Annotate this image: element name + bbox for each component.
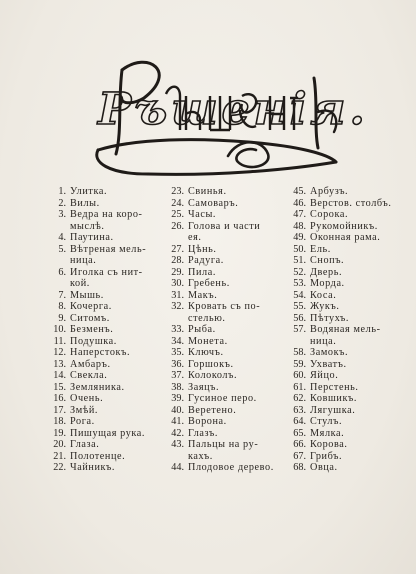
answer-item — [162, 324, 290, 336]
answer-item — [284, 232, 412, 244]
answer-number: 51. — [293, 255, 306, 266]
answer-number: 11. — [53, 335, 66, 347]
answer-text: Стулъ. — [310, 416, 343, 427]
answer-number: 53. — [293, 278, 306, 289]
answer-number: 7. — [58, 289, 66, 301]
answer-text: Ситомъ. — [70, 312, 110, 324]
answer-number: 16. — [53, 393, 66, 404]
answer-continuation — [284, 336, 412, 348]
answer-item — [284, 451, 412, 463]
answer-item — [284, 186, 412, 198]
answer-text: Гребень. — [188, 278, 230, 289]
answer-item — [44, 290, 164, 302]
answer-item — [44, 244, 164, 256]
answer-text: Жукъ. — [310, 301, 340, 312]
answer-number: 33. — [171, 324, 184, 335]
answer-number: 61. — [293, 381, 306, 393]
answer-number: 32. — [171, 301, 184, 312]
answer-text: Овца. — [310, 462, 338, 473]
answer-item — [284, 416, 412, 428]
answer-text: Мышь. — [70, 289, 104, 301]
answer-number: 66. — [293, 439, 306, 450]
answer-text: Свекла. — [70, 370, 108, 381]
answer-text: стелью. — [188, 312, 226, 324]
answer-text: Голова и части — [188, 220, 261, 232]
answer-item — [162, 359, 290, 371]
answer-item — [162, 416, 290, 428]
answer-item — [284, 393, 412, 405]
answer-number: 48. — [293, 220, 306, 232]
answer-text: Самоваръ. — [188, 197, 239, 209]
answer-number: 1. — [58, 186, 66, 197]
answer-item — [284, 255, 412, 267]
answer-text: Земляника. — [70, 381, 125, 393]
answer-number: 54. — [293, 289, 306, 301]
answer-text: Полотенце. — [70, 450, 126, 462]
answer-text: Вилы. — [70, 197, 100, 209]
answer-number: 23. — [171, 186, 184, 197]
answer-item — [162, 336, 290, 348]
answer-item — [162, 347, 290, 359]
answer-item — [44, 439, 164, 451]
answer-number: 31. — [171, 289, 184, 301]
answer-number: 25. — [171, 209, 184, 220]
answer-text: Пальцы на ру- — [188, 439, 259, 450]
answer-item — [284, 198, 412, 210]
answer-item — [44, 393, 164, 405]
answer-item — [44, 416, 164, 428]
answer-number: 19. — [53, 427, 66, 439]
answer-item — [44, 428, 164, 440]
answer-number: 26. — [171, 220, 184, 232]
answer-text: Кочерга. — [70, 301, 112, 312]
answer-text: ея. — [188, 232, 202, 243]
title-ornament — [78, 42, 369, 182]
answer-continuation — [162, 313, 290, 325]
answer-number: 65. — [293, 427, 306, 439]
answer-item — [44, 324, 164, 336]
answers-list — [0, 186, 416, 566]
answer-text: Колоколъ. — [188, 370, 238, 381]
answer-item — [284, 428, 412, 440]
answer-number: 38. — [171, 381, 184, 393]
answer-text: Рога. — [70, 416, 95, 427]
answer-item — [162, 382, 290, 394]
answer-text: Улитка. — [70, 186, 108, 197]
answer-text: Безменъ. — [70, 324, 114, 335]
answer-number: 3. — [58, 209, 66, 220]
answer-item — [162, 221, 290, 233]
answer-number: 43. — [171, 439, 184, 450]
answer-text: Чайникъ. — [70, 462, 116, 473]
answers-column-1 — [44, 186, 164, 474]
answer-number: 68. — [293, 462, 306, 473]
answer-number: 12. — [53, 347, 66, 358]
answer-item — [44, 451, 164, 463]
answer-item — [44, 267, 164, 279]
answer-number: 30. — [171, 278, 184, 289]
answer-number: 18. — [53, 416, 66, 427]
answer-item — [44, 301, 164, 313]
answer-text: Пишущая рука. — [70, 427, 146, 439]
answer-number: 63. — [293, 404, 306, 416]
answer-text: Кровать съ по- — [188, 301, 261, 312]
answer-text: Мялка. — [310, 427, 345, 439]
answer-item — [44, 347, 164, 359]
answer-number: 29. — [171, 266, 184, 278]
answer-item — [44, 198, 164, 210]
answer-number: 57. — [293, 324, 306, 335]
answer-text: Рыба. — [188, 324, 216, 335]
answer-text: Глаза. — [70, 439, 100, 450]
answer-text: Ведра на коро- — [70, 209, 143, 220]
answer-text: Ключъ. — [188, 347, 224, 358]
answer-number: 58. — [293, 347, 306, 358]
answer-text: Свинья. — [188, 186, 227, 197]
answer-number: 50. — [293, 243, 306, 255]
answer-item — [162, 278, 290, 290]
answer-text: Ковшикъ. — [310, 393, 358, 404]
answer-item — [44, 232, 164, 244]
answer-number: 9. — [58, 312, 66, 324]
answer-text: Гусиное перо. — [188, 393, 257, 404]
answer-text: Цѣнь. — [188, 243, 217, 255]
answer-item — [284, 405, 412, 417]
answer-number: 2. — [58, 197, 66, 209]
answer-continuation — [162, 451, 290, 463]
answer-number: 10. — [53, 324, 66, 335]
answer-number: 20. — [53, 439, 66, 450]
answer-text: Монета. — [188, 335, 228, 347]
answer-text: Верстов. столбъ. — [310, 197, 392, 209]
answer-item — [284, 209, 412, 221]
answer-number: 27. — [171, 243, 184, 255]
answer-item — [284, 221, 412, 233]
answer-number: 52. — [293, 266, 306, 278]
answer-text: Оконная рама. — [310, 232, 381, 243]
answer-number: 14. — [53, 370, 66, 381]
answer-text: Иголка съ нит- — [70, 266, 143, 278]
answer-item — [284, 382, 412, 394]
answer-text: Водяная мель- — [310, 324, 381, 335]
answer-item — [284, 347, 412, 359]
answer-text: Яйцо. — [310, 370, 339, 381]
answers-column-2 — [162, 186, 290, 474]
answer-item — [44, 359, 164, 371]
answer-number: 49. — [293, 232, 306, 243]
answer-text: Радуга. — [188, 255, 224, 266]
answer-number: 8. — [58, 301, 66, 312]
answer-text: Горшокъ. — [188, 358, 234, 370]
answer-text: Морда. — [310, 278, 345, 289]
answer-item — [44, 382, 164, 394]
answer-number: 13. — [53, 358, 66, 370]
answer-number: 47. — [293, 209, 306, 220]
answer-item — [162, 301, 290, 313]
answer-number: 34. — [171, 335, 184, 347]
answer-text: Часы. — [188, 209, 217, 220]
answer-item — [162, 267, 290, 279]
answer-item — [284, 370, 412, 382]
answer-text: Арбузъ. — [310, 186, 349, 197]
answer-item — [44, 313, 164, 325]
answer-number: 67. — [293, 450, 306, 462]
answer-text: Дверь. — [310, 266, 343, 278]
answer-text: Веретено. — [188, 404, 237, 416]
answer-text: Глазъ. — [188, 427, 218, 439]
answer-number: 17. — [53, 404, 66, 416]
answer-item — [284, 359, 412, 371]
answer-continuation — [162, 232, 290, 244]
answer-item — [44, 405, 164, 417]
answer-item — [284, 439, 412, 451]
answer-text: Корова. — [310, 439, 348, 450]
answer-number: 35. — [171, 347, 184, 358]
answer-text: Замокъ. — [310, 347, 349, 358]
page-title: Ръшенія. — [98, 84, 369, 135]
answer-item — [162, 198, 290, 210]
answer-item — [162, 209, 290, 221]
answer-number: 21. — [53, 450, 66, 462]
answer-number: 28. — [171, 255, 184, 266]
answer-number: 22. — [53, 462, 66, 473]
answer-item — [162, 393, 290, 405]
answer-number: 64. — [293, 416, 306, 427]
answer-item — [162, 405, 290, 417]
answer-item — [284, 278, 412, 290]
answer-text: мыслѣ. — [70, 220, 105, 232]
answer-text: Наперстокъ. — [70, 347, 131, 358]
answer-text: ница. — [70, 255, 97, 266]
answer-item — [284, 244, 412, 256]
answer-text: Снопъ. — [310, 255, 345, 266]
answer-continuation — [44, 221, 164, 233]
answer-item — [284, 267, 412, 279]
answer-text: Сорока. — [310, 209, 349, 220]
answer-item — [162, 290, 290, 302]
answer-text: Змѣй. — [70, 404, 99, 416]
answer-text: Амбаръ. — [70, 358, 111, 370]
answer-item — [162, 244, 290, 256]
answer-number: 15. — [53, 381, 66, 393]
answer-number: 56. — [293, 312, 306, 324]
answer-number: 40. — [171, 404, 184, 416]
answer-number: 36. — [171, 358, 184, 370]
answer-text: Перстень. — [310, 381, 359, 393]
answer-text: Ель. — [310, 243, 331, 255]
answer-text: Макъ. — [188, 289, 218, 301]
answer-number: 55. — [293, 301, 306, 312]
answer-text: ница. — [310, 335, 337, 347]
answer-number: 62. — [293, 393, 306, 404]
answer-text: Паутина. — [70, 232, 114, 243]
answer-number: 59. — [293, 358, 306, 370]
answer-text: Ворона. — [188, 416, 227, 427]
answer-item — [44, 462, 164, 474]
answer-continuation — [44, 255, 164, 267]
answer-text: Пѣтухъ. — [310, 312, 350, 324]
answer-item — [44, 336, 164, 348]
answer-number: 6. — [58, 266, 66, 278]
answer-text: Лягушка. — [310, 404, 356, 416]
answer-continuation — [44, 278, 164, 290]
answer-text: Вѣтреная мель- — [70, 243, 147, 255]
answer-text: кахъ. — [188, 450, 213, 462]
answer-number: 42. — [171, 427, 184, 439]
answer-number: 41. — [171, 416, 184, 427]
answer-number: 4. — [58, 232, 66, 243]
answer-number: 44. — [171, 462, 184, 473]
answer-item — [284, 313, 412, 325]
answer-text: Пила. — [188, 266, 216, 278]
answer-item — [284, 324, 412, 336]
answer-item — [162, 255, 290, 267]
answer-text: Коса. — [310, 289, 337, 301]
answer-item — [162, 370, 290, 382]
answer-text: Заяцъ. — [188, 381, 220, 393]
answer-item — [44, 186, 164, 198]
answer-text: Плодовое дерево. — [188, 462, 274, 473]
answer-number: 45. — [293, 186, 306, 197]
answer-number: 37. — [171, 370, 184, 381]
answer-text: Рукомойникъ. — [310, 220, 378, 232]
answer-number: 5. — [58, 243, 66, 255]
answer-text: кой. — [70, 278, 90, 289]
answer-item — [162, 462, 290, 474]
answer-number: 24. — [171, 197, 184, 209]
answer-item — [44, 370, 164, 382]
answer-number: 39. — [171, 393, 184, 404]
answer-text: Подушка. — [70, 335, 117, 347]
answer-text: Грибъ. — [310, 450, 343, 462]
answers-column-3 — [284, 186, 412, 474]
answer-text: Очень. — [70, 393, 104, 404]
answer-item — [44, 209, 164, 221]
answer-item — [162, 428, 290, 440]
answer-item — [284, 290, 412, 302]
answer-text: Ухватъ. — [310, 358, 347, 370]
answer-item — [284, 301, 412, 313]
answer-number: 46. — [293, 197, 306, 209]
answer-item — [284, 462, 412, 474]
answer-number: 60. — [293, 370, 306, 381]
answer-item — [162, 186, 290, 198]
answer-item — [162, 439, 290, 451]
